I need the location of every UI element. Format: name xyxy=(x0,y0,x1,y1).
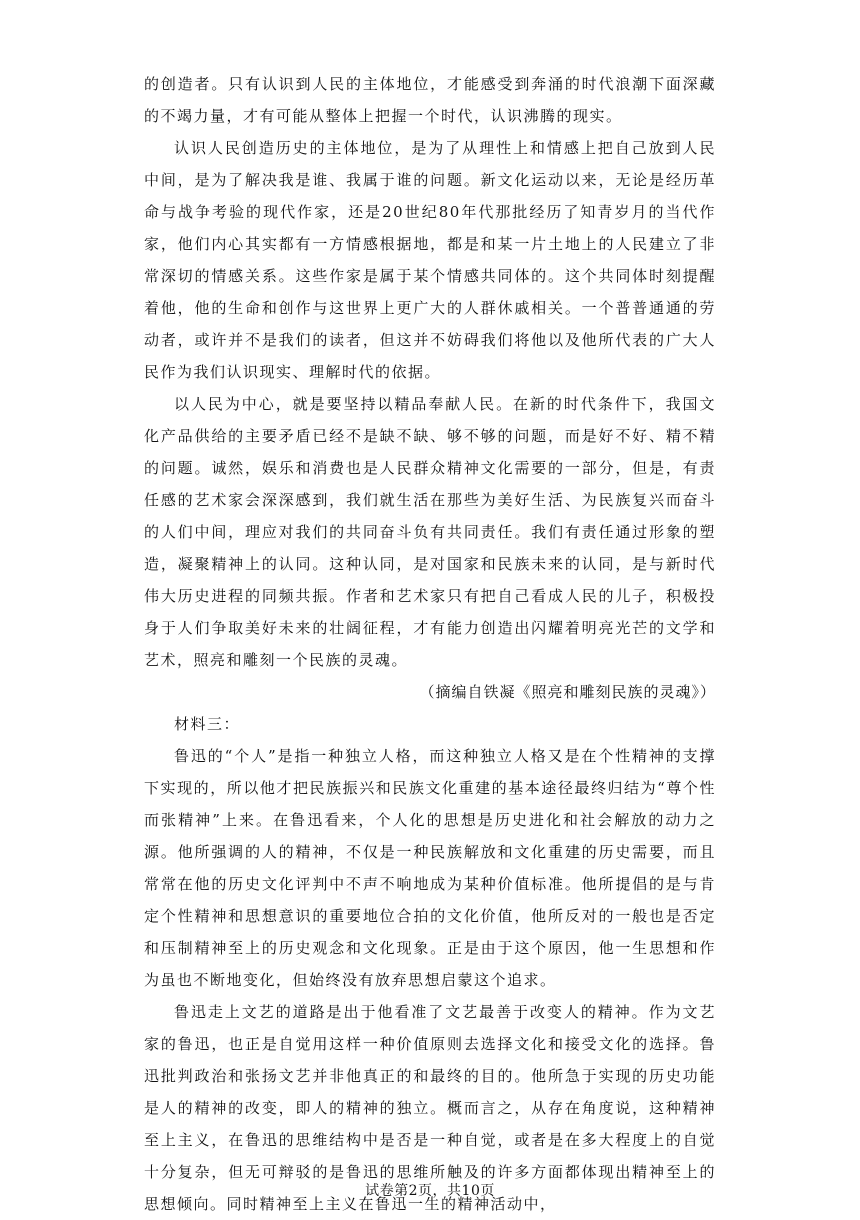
material-heading: 材料三： xyxy=(174,715,241,733)
source-citation: （摘编自铁凝《照亮和雕刻民族的灵魂》） xyxy=(419,683,716,701)
material-paragraph: 鲁迅走上文艺的道路是出于他看准了文艺最善于改变人的精神。作为文艺家的鲁迅，也正是自觉用这样一种价值原则去选择文化和接受文化的选择。鲁迅批判政治和张扬文艺并非他真正的和最终的目的。他所急于实现的历史功能是人的精神的改变，即人的精神的独立。概而言之，从存在角度说，这种精神至上主义，在鲁迅的思维结构中是否是一种自觉，或者是在多大程度上的自觉十分复杂，但无可辩驳的是鲁迅的思维所触及的许多方面都体现出精神至上的思想倾向。同时精神至上主义在鲁迅一生的精神活动中， xyxy=(144,1003,716,1213)
page-body xyxy=(144,68,716,1220)
paragraph-continuation: 的创造者。只有认识到人民的主体地位，才能感受到奔涌的时代浪潮下面深藏的不竭力量，才有可能从整体上把握一个时代，认识沸腾的现实。 xyxy=(144,75,716,125)
material-paragraph: 鲁迅的“个人”是指一种独立人格，而这种独立人格又是在个性精神的支撑下实现的，所以他才把民族振兴和民族文化重建的基本途径最终归结为“尊个性而张精神”上来。在鲁迅看来，个人化的思想是历史进化和社会解放的动力之源。他所强调的人的精神，不仅是一种民族解放和文化重建的历史需要，而且常常在他的历史文化评判中不声不响地成为某种价值标准。他所提倡的是与肯定个性精神和思想意识的重要地位合拍的文化价值，他所反对的一般也是否定和压制精神至上的历史观念和文化现象。正是由于这个原因，他一生思想和作为虽也不断地变化，但始终没有放弃思想启蒙这个追求。 xyxy=(144,747,716,989)
page-footer: 试卷第2页，共10页 xyxy=(365,1183,495,1199)
paragraph: 认识人民创造历史的主体地位，是为了从理性上和情感上把自己放到人民中间，是为了解决我是谁、我属于谁的问题。新文化运动以来，无论是经历革命与战争考验的现代作家，还是20世纪80年代那批经历了知青岁月的当代作家，他们内心其实都有一方情感根据地，都是和某一片土地上的人民建立了非常深切的情感关系。这些作家是属于某个情感共同体的。这个共同体时刻提醒着他，他的生命和创作与这世界上更广大的人群休戚相关。一个普普通通的劳动者，或许并不是我们的读者，但这并不妨碍我们将他以及他所代表的广大人民作为我们认识现实、理解时代的依据。 xyxy=(144,139,716,381)
paragraph: 以人民为中心，就是要坚持以精品奉献人民。在新的时代条件下，我国文化产品供给的主要矛盾已经不是缺不缺、够不够的问题，而是好不好、精不精的问题。诚然，娱乐和消费也是人民群众精神文化需要的一部分，但是，有责任感的艺术家会深深感到，我们就生活在那些为美好生活、为民族复兴而奋斗的人们中间，理应对我们的共同奋斗负有共同责任。我们有责任通过形象的塑造，凝聚精神上的认同。这种认同，是对国家和民族未来的认同，是与新时代伟大历史进程的同频共振。作者和艺术家只有把自己看成人民的儿子，积极投身于人们争取美好未来的壮阔征程，才有能力创造出闪耀着明亮光芒的文学和艺术，照亮和雕刻一个民族的灵魂。 xyxy=(144,395,716,669)
